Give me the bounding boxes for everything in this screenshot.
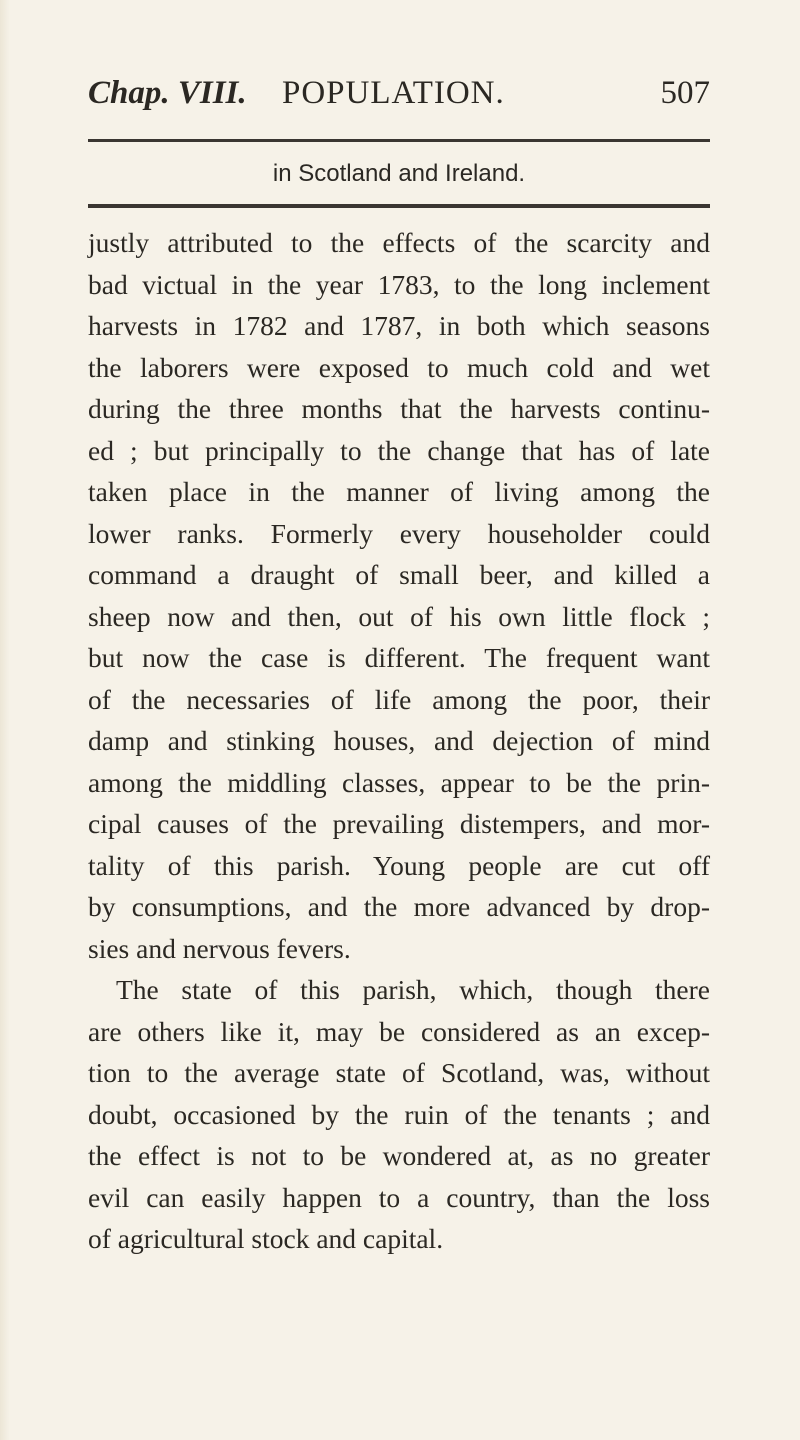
- text-line: bad victual in the year 1783, to the long inclement: [88, 268, 710, 300]
- running-header: [88, 68, 710, 118]
- text-line: but now the case is different. The frequent want: [88, 642, 710, 673]
- text-line: sies and nervous fevers.: [88, 932, 351, 964]
- text-line: during the three months that the harvests continu-: [88, 393, 710, 424]
- page-number: 507: [660, 75, 710, 111]
- section-subheading: in Scotland and Ireland.: [272, 160, 526, 187]
- chapter-label: Chap. VIII.: [88, 75, 247, 111]
- text-line: the laborers were exposed to much cold and wet: [88, 351, 710, 383]
- header-rule-bottom: [88, 204, 710, 208]
- text-line: tality of this parish. Young people are cut off: [88, 849, 710, 881]
- text-line: by consumptions, and the more advanced by drop-: [88, 891, 710, 922]
- text-line: justly attributed to the effects of the scarcity and: [88, 227, 710, 258]
- running-title: POPULATION.: [282, 75, 505, 111]
- header-rule-top: [88, 139, 710, 142]
- text-line: tion to the average state of Scotland, was, without: [88, 1057, 710, 1088]
- text-line: cipal causes of the prevailing distempers, and mor-: [88, 808, 710, 839]
- text-line: taken place in the manner of living among the: [88, 476, 710, 507]
- text-line: command a draught of small beer, and killed a: [88, 559, 710, 590]
- text-line: ed ; but principally to the change that has of late: [88, 434, 710, 466]
- page-edge: [0, 0, 10, 1440]
- text-line: harvests in 1782 and 1787, in both which seasons: [88, 310, 710, 341]
- text-line: doubt, occasioned by the ruin of the tenants ; and: [88, 1098, 710, 1130]
- text-line: damp and stinking houses, and dejection of mind: [88, 725, 710, 756]
- text-line: sheep now and then, out of his own little flock ;: [88, 600, 710, 632]
- text-line: evil can easily happen to a country, than the loss: [88, 1181, 710, 1213]
- body-text: [88, 222, 710, 1260]
- paragraph-2: [88, 969, 710, 1260]
- text-line: of agricultural stock and capital.: [88, 1223, 444, 1254]
- text-line: the effect is not to be wondered at, as no greater: [88, 1140, 710, 1171]
- text-line: lower ranks. Formerly every householder could: [88, 517, 710, 549]
- text-line: among the middling classes, appear to be the prin-: [88, 766, 710, 798]
- text-line: are others like it, may be considered as an excep-: [88, 1015, 710, 1047]
- paragraph-1: [88, 222, 710, 969]
- text-line: of the necessaries of life among the poor, their: [88, 683, 710, 715]
- text-line: The state of this parish, which, though there: [116, 974, 710, 1005]
